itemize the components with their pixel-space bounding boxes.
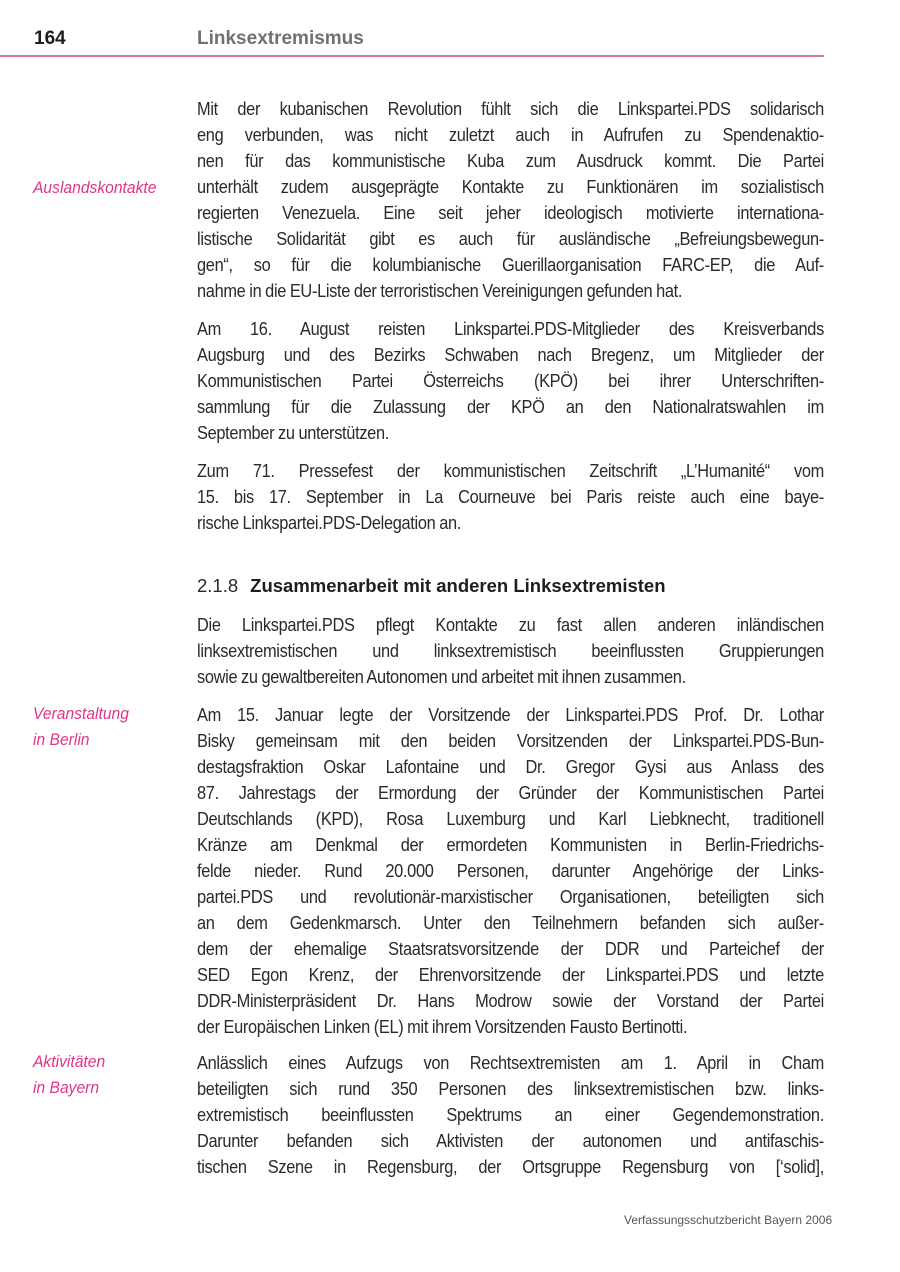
text-line: destagsfraktion Oskar Lafontaine und Dr. Gregor Gysi aus Anlass des bbox=[197, 757, 824, 777]
text-line: dem der ehemalige Staatsratsvorsitzende der DDR und Parteichef der bbox=[197, 939, 824, 959]
text-line: der Europäischen Linken (EL) mit ihrem Vorsitzenden Fausto Bertinotti. bbox=[197, 1017, 688, 1037]
text-line: tischen Szene in Regensburg, der Ortsgruppe Regensburg von [‘solid], bbox=[197, 1157, 824, 1177]
text-line: nahme in die EU-Liste der terroristischen Vereinigungen gefunden hat. bbox=[197, 281, 683, 301]
text-line: Anlässlich eines Aufzugs von Rechtsextremisten am 1. April in Cham bbox=[197, 1053, 824, 1073]
text-line: beteiligten sich rund 350 Personen des linksextremistischen bzw. links- bbox=[197, 1079, 824, 1099]
text-line: Augsburg und des Bezirks Schwaben nach Bregenz, um Mitglieder der bbox=[197, 345, 824, 365]
text-line: linksextremistischen und linksextremistisch beeinflussten Gruppierungen bbox=[197, 641, 824, 661]
margin-note-line: in Berlin bbox=[33, 730, 90, 749]
text-line: eng verbunden, was nicht zuletzt auch in Aufrufen zu Spendenaktio- bbox=[197, 125, 824, 145]
text-line: Bisky gemeinsam mit den beiden Vorsitzenden der Linkspartei.PDS-Bun- bbox=[197, 731, 824, 751]
text-line: an dem Gedenkmarsch. Unter den Teilnehmern befanden sich außer- bbox=[197, 913, 824, 933]
text-line: Darunter befanden sich Aktivisten der autonomen und antifaschis- bbox=[197, 1131, 824, 1151]
text-line: extremistisch beeinflussten Spektrums an einer Gegendemonstration. bbox=[197, 1105, 824, 1125]
text-line: Deutschlands (KPD), Rosa Luxemburg und Karl Liebknecht, traditionell bbox=[197, 809, 824, 829]
page-footer: Verfassungsschutzbericht Bayern 2006 bbox=[624, 1213, 833, 1227]
paragraph-bregenz bbox=[197, 316, 824, 446]
text-line: sammlung für die Zulassung der KPÖ an den Nationalratswahlen im bbox=[197, 397, 824, 417]
text-line: Am 16. August reisten Linkspartei.PDS-Mitglieder des Kreisverbands bbox=[197, 319, 824, 339]
margin-note-veranstaltung-berlin bbox=[33, 701, 129, 753]
margin-note-aktivitaeten-bayern bbox=[33, 1049, 105, 1101]
paragraph-kontakte bbox=[197, 612, 824, 690]
text-line: DDR-Ministerpräsident Dr. Hans Modrow sowie der Vorstand der Partei bbox=[197, 991, 824, 1011]
text-line: gen“, so für die kolumbianische Guerillaorganisation FARC-EP, die Auf- bbox=[197, 255, 824, 275]
text-line: listische Solidarität gibt es auch für ausländische „Befreiungsbewegun- bbox=[197, 229, 824, 249]
section-number: 2.1.8 bbox=[197, 575, 239, 596]
text-line: rische Linkspartei.PDS-Delegation an. bbox=[197, 513, 462, 533]
text-line: sowie zu gewaltbereiten Autonomen und arbeitet mit ihnen zusammen. bbox=[197, 667, 686, 687]
text-line: SED Egon Krenz, der Ehrenvorsitzende der Linkspartei.PDS und letzte bbox=[197, 965, 824, 985]
text-line: Mit der kubanischen Revolution fühlt sich die Linkspartei.PDS solidarisch bbox=[197, 99, 824, 119]
margin-note-line: Aktivitäten bbox=[33, 1052, 106, 1071]
text-line: September zu unterstützen. bbox=[197, 423, 389, 443]
text-line: Kränze am Denkmal der ermordeten Kommunisten in Berlin-Friedrichs- bbox=[197, 835, 824, 855]
margin-note-auslandskontakte bbox=[33, 175, 156, 201]
text-line: regierten Venezuela. Eine seit jeher ideologisch motivierte internationa- bbox=[197, 203, 824, 223]
text-line: Kommunistischen Partei Österreichs (KPÖ) bei ihrer Unterschriften- bbox=[197, 371, 824, 391]
paragraph-cham bbox=[197, 1050, 824, 1180]
text-line: felde nieder. Rund 20.000 Personen, darunter Angehörige der Links- bbox=[197, 861, 824, 881]
text-line: partei.PDS und revolutionär-marxistischer Organisationen, beteiligten sich bbox=[197, 887, 824, 907]
text-line: Am 15. Januar legte der Vorsitzende der Linkspartei.PDS Prof. Dr. Lothar bbox=[197, 705, 824, 725]
paragraph-kuba bbox=[197, 96, 824, 304]
page-header bbox=[0, 0, 900, 60]
text-line: unterhält zudem ausgeprägte Kontakte zu Funktionären im sozialistisch bbox=[197, 177, 824, 197]
section-title: Zusammenarbeit mit anderen Linksextremisten bbox=[250, 575, 666, 596]
text-line: 15. bis 17. September in La Courneuve bei Paris reiste auch eine baye- bbox=[197, 487, 824, 507]
section-heading bbox=[197, 573, 666, 599]
margin-note-line: in Bayern bbox=[33, 1078, 100, 1097]
text-line: nen für das kommunistische Kuba zum Ausdruck kommt. Die Partei bbox=[197, 151, 824, 171]
margin-note-line: Auslandskontakte bbox=[33, 178, 157, 197]
text-line: Die Linkspartei.PDS pflegt Kontakte zu fast allen anderen inländischen bbox=[197, 615, 824, 635]
running-title: Linksextremismus bbox=[197, 28, 364, 49]
text-line: 87. Jahrestags der Ermordung der Gründer der Kommunistischen Partei bbox=[197, 783, 824, 803]
paragraph-berlin bbox=[197, 702, 824, 1040]
paragraph-humanite bbox=[197, 458, 824, 536]
page-number: 164 bbox=[34, 28, 66, 49]
header-rule bbox=[0, 55, 824, 57]
text-line: Zum 71. Pressefest der kommunistischen Zeitschrift „L’Humanité“ vom bbox=[197, 461, 824, 481]
margin-note-line: Veranstaltung bbox=[33, 704, 129, 723]
